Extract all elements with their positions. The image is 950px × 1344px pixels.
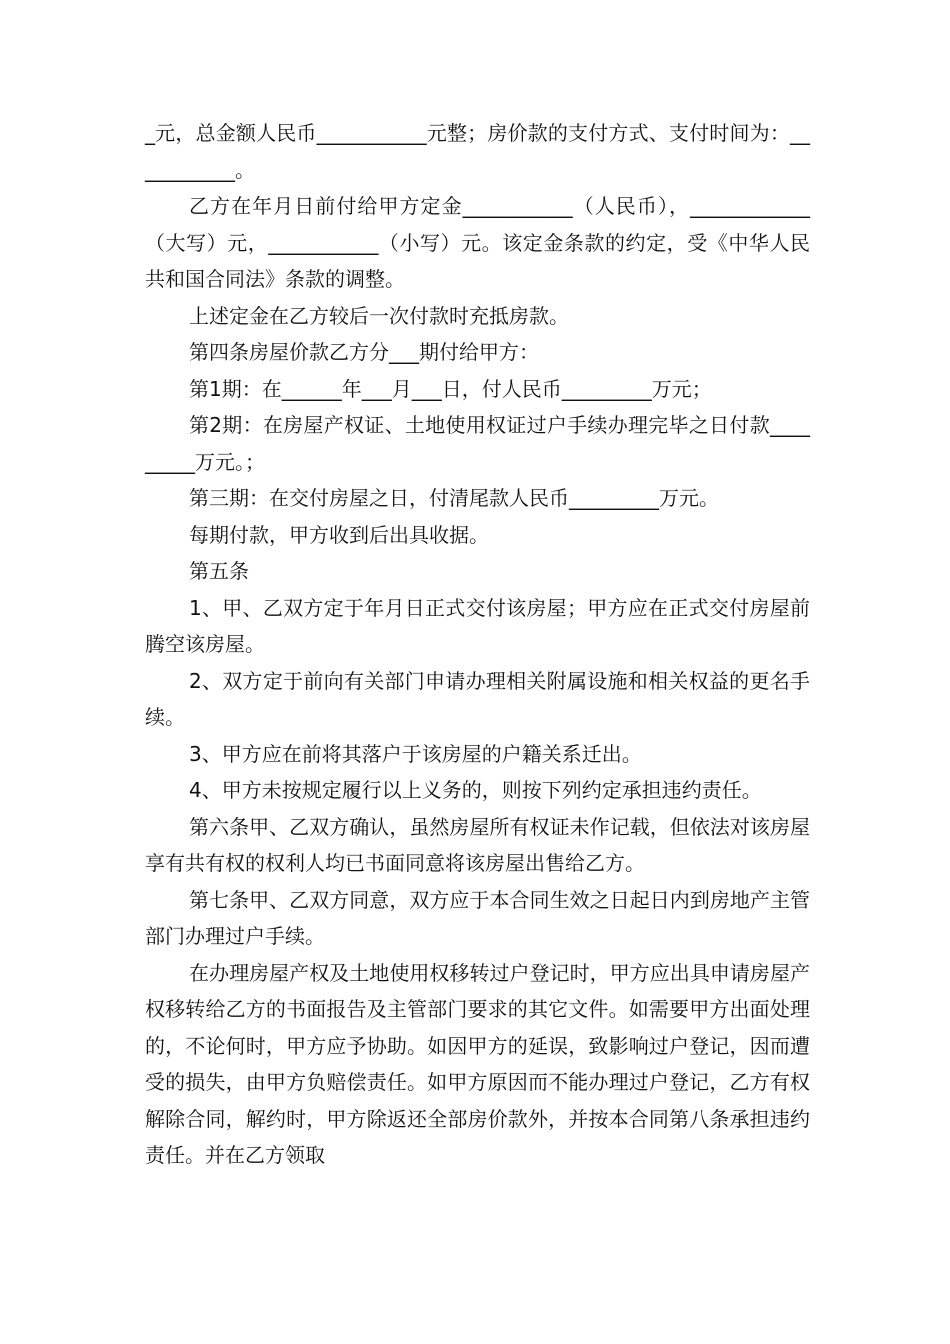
paragraph-installment-1: 第1期：在______年___月___日，付人民币_________万元； [189,376,712,401]
paragraph-transfer-registration: 在办理房屋产权及土地使用权移转过户登记时，甲方应出具申请房屋产权移转给乙方的书面报告及主管部门要求的其它文件。如需要甲方出面处理的，不论何时，甲方应予协助。如因甲方的延误，致影响过户登记，因而遭受的损失，由甲方负赔偿责任。如甲方原因而不能办理过户登记，乙方有权解除合同，解约时，甲方除返还全部房价款外，并按本合同第八条承担违约责任。并在乙方领取 [145,960,810,1167]
paragraph-article-6: 第六条甲、乙双方确认，虽然房屋所有权证未作记载，但依法对该房屋享有共有权的权利人均已书面同意将该房屋出售给乙方。 [145,814,810,875]
paragraph-installment-3: 第三期：在交付房屋之日，付清尾款人民币_________万元。 [189,486,719,510]
paragraph-installment-2: 第2期：在房屋产权证、土地使用权证过户手续办理完毕之日付款_________万元。； [145,413,810,474]
document-body [145,115,810,1174]
paragraph-deposit-offset: 上述定金在乙方较后一次付款时充抵房款。 [189,303,569,328]
paragraph-item-3: 3、甲方应在前将其落户于该房屋的户籍关系迁出。 [189,741,642,766]
paragraph-item-2: 2、双方定于前向有关部门申请办理相关附属设施和相关权益的更名手续。 [145,668,810,729]
paragraph-article-5: 第五条 [189,559,249,583]
paragraph-article-7: 第七条甲、乙双方同意，双方应于本合同生效之日起日内到房地产主管部门办理过户手续。 [145,887,810,948]
paragraph-deposit: 乙方在年月日前付给甲方定金___________（人民币），____________（大写）元，___________（小写）元。该定金条款的约定，受《中华人民共和国合同法》条款的调整。 [145,194,810,291]
paragraph-article-4: 第四条房屋价款乙方分___期付给甲方： [189,340,539,364]
paragraph-item-1: 1、甲、乙双方定于年月日正式交付该房屋；甲方应在正式交付房屋前腾空该房屋。 [145,595,810,656]
paragraph-price-payment: _元，总金额人民币___________元整；房价款的支付方式、支付时间为：___________。 [145,121,810,182]
paragraph-receipt: 每期付款，甲方收到后出具收据。 [189,522,489,547]
paragraph-item-4: 4、甲方未按规定履行以上义务的，则按下列约定承担违约责任。 [189,778,762,802]
